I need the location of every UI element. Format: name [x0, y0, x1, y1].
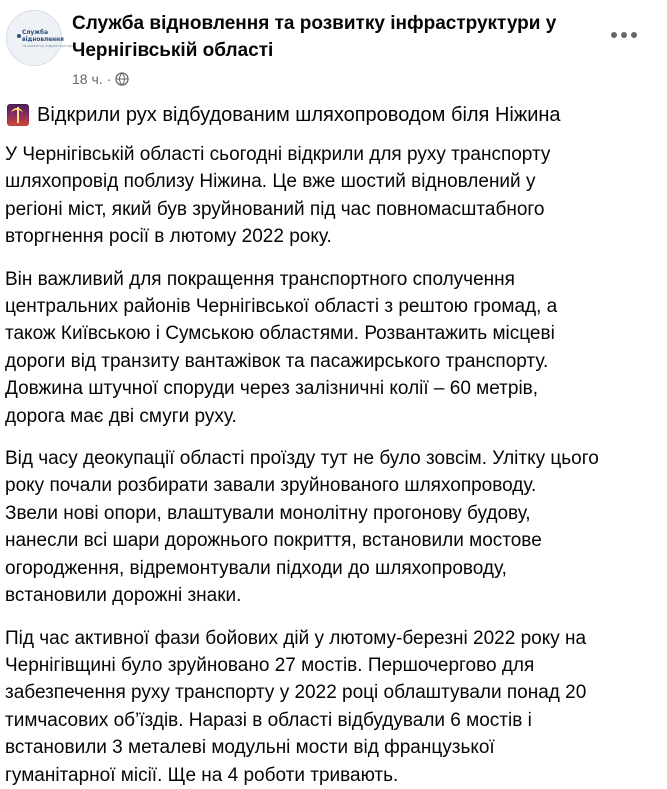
- bridge-emoji-icon: [7, 104, 29, 126]
- post-paragraph: Він важливий для покращення транспортного сполучення центральних районів Чернігівської області з рештою громад, а також Київською і Сумською областями. Розвантажить місцеві дороги від транзиту вантажівок та пасажирського транспорту. Довжина штучної споруди через залізничні колії – 60 метрів, дорога має дві смуги руху.: [5, 268, 558, 427]
- more-dot-icon: [611, 32, 617, 38]
- more-options-button[interactable]: [604, 20, 644, 50]
- post-title: Відкрили рух відбудованим шляхопроводом біля Ніжина: [37, 104, 561, 126]
- post-paragraph: У Чернігівській області сьогодні відкрили для руху транспорту шляхопровід поблизу Ніжина. Це вже шостий відновлений у регіоні міст, який був зруйнований під час повномасштабного вторгнення росії в лютому 2022 року.: [5, 144, 551, 248]
- post-paragraph: Під час активної фази бойових дій у лютому-березні 2022 року на Чернігівщині було зруйновано 27 мостів. Першочергово для забезпечення руху транспорту у 2022 році облаштували понад 20 тимчасових об’їздів. Наразі в області відбудували 6 мостів і встановили 3 металеві модульні мости від французької гуманітарної місії. Ще на 4 роботи тривають.: [5, 627, 587, 786]
- post-meta: [72, 70, 129, 88]
- post-paragraph: Від часу деокупації області проїзду тут не було зовсім. Улітку цього року почали розбирати завали зруйнованого шляхопроводу. Звели нові опори, влаштували монолітну прогонову будову, нанесли всі шари дорожнього покриття, встановили мостове огородження, відремонтували підходи до шляхопроводу, встановили дорожні знаки.: [5, 448, 599, 607]
- post-title-row: [7, 102, 561, 128]
- more-dot-icon: [631, 32, 637, 38]
- post-body: [5, 141, 662, 789]
- avatar-logo-dot-icon: [17, 34, 21, 38]
- avatar-logo-line-1: Служба: [22, 30, 49, 36]
- page-avatar[interactable]: [6, 10, 75, 66]
- post-time-link[interactable]: 18 ч.: [72, 71, 103, 87]
- globe-icon[interactable]: [115, 72, 129, 86]
- more-dot-icon: [621, 32, 627, 38]
- avatar-logo-line-2: відновлення: [22, 37, 64, 43]
- post-header: [0, 0, 667, 100]
- avatar-logo-line-3: та розвитку інфраструктури: [22, 44, 75, 48]
- meta-separator: ·: [106, 71, 112, 87]
- page-name-link[interactable]: Служба відновлення та розвитку інфраструктури у Чернігівській області: [72, 13, 557, 61]
